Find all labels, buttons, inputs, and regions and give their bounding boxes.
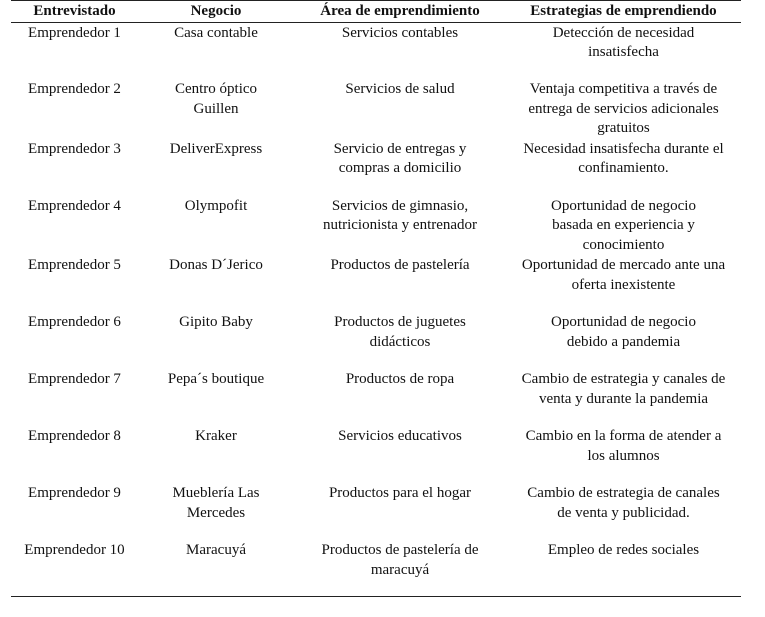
table-row xyxy=(11,483,741,540)
strategy-text: Oportunidad de mercado ante una oferta inexistente xyxy=(521,257,726,293)
cell-interviewee xyxy=(11,369,138,426)
cell-interviewee xyxy=(11,540,138,596)
area-text: Servicios contables xyxy=(341,24,459,41)
area-text: Servicios de salud xyxy=(345,81,455,97)
cell-strategy xyxy=(506,22,741,79)
interviewee-text: Emprendedor 9 xyxy=(28,485,121,501)
cell-strategy xyxy=(506,79,741,139)
cell-area xyxy=(294,196,506,256)
business-text: Centro óptico Guillen xyxy=(174,81,258,117)
cell-interviewee xyxy=(11,312,138,369)
cell-strategy xyxy=(506,369,741,426)
cell-area xyxy=(294,22,506,79)
cell-area xyxy=(294,426,506,483)
interviewee-text: Emprendedor 5 xyxy=(28,257,121,273)
cell-business xyxy=(138,255,294,312)
cell-area xyxy=(294,483,506,540)
cell-strategy xyxy=(506,312,741,369)
area-text: Servicio de entregas y compras a domicilio xyxy=(333,140,467,176)
business-text: Donas D´Jerico xyxy=(169,257,263,273)
interviewee-text: Emprendedor 6 xyxy=(28,314,121,330)
strategy-text: Ventaja competitiva a través de entrega de servicios adicionales gratuitos xyxy=(528,81,719,136)
interviewee-text: Emprendedor 4 xyxy=(28,197,121,214)
cell-business xyxy=(138,22,294,79)
entrepreneurs-table xyxy=(11,0,741,597)
cell-interviewee xyxy=(11,196,138,256)
strategy-text: Cambio de estrategia y canales de venta y durante la pandemia xyxy=(521,371,726,407)
table-row xyxy=(11,79,741,139)
table-row xyxy=(11,22,741,79)
cell-interviewee xyxy=(11,426,138,483)
area-text: Productos de ropa xyxy=(345,371,455,387)
cell-strategy xyxy=(506,426,741,483)
interviewee-text: Emprendedor 7 xyxy=(28,371,121,387)
strategy-text: Empleo de redes sociales xyxy=(547,542,700,558)
interviewee-text: Emprendedor 2 xyxy=(28,81,121,97)
cell-interviewee xyxy=(11,139,138,196)
business-text: Maracuyá xyxy=(186,542,246,558)
cell-strategy xyxy=(506,255,741,312)
strategy-text: Necesidad insatisfecha durante el confinamiento. xyxy=(523,140,724,176)
strategy-text: Cambio en la forma de atender a los alumnos xyxy=(525,428,722,464)
business-text: DeliverExpress xyxy=(169,140,263,157)
cell-strategy xyxy=(506,483,741,540)
area-text: Productos para el hogar xyxy=(328,485,472,501)
table-header xyxy=(11,1,741,23)
strategy-text: Oportunidad de negocio basada en experiencia y conocimiento xyxy=(551,197,696,253)
interviewee-text: Emprendedor 8 xyxy=(28,428,121,444)
cell-business xyxy=(138,139,294,196)
business-text: Mueblería Las Mercedes xyxy=(172,485,260,521)
business-text: Gipito Baby xyxy=(179,314,253,330)
area-text: Servicios de gimnasio, nutricionista y entrenador xyxy=(322,197,478,233)
cell-strategy xyxy=(506,139,741,196)
table-row xyxy=(11,139,741,196)
header-business: Negocio xyxy=(138,1,294,23)
interviewee-text: Emprendedor 10 xyxy=(24,542,125,558)
cell-area xyxy=(294,312,506,369)
area-text: Servicios educativos xyxy=(338,428,462,444)
cell-area xyxy=(294,369,506,426)
cell-interviewee xyxy=(11,22,138,79)
interviewee-text: Emprendedor 3 xyxy=(28,140,121,157)
cell-interviewee xyxy=(11,255,138,312)
cell-strategy xyxy=(506,540,741,596)
interviewee-text: Emprendedor 1 xyxy=(28,24,121,41)
cell-business xyxy=(138,79,294,139)
area-text: Productos de juguetes didácticos xyxy=(334,314,466,350)
cell-area xyxy=(294,255,506,312)
cell-interviewee xyxy=(11,79,138,139)
cell-business xyxy=(138,540,294,596)
cell-business xyxy=(138,312,294,369)
header-area: Área de emprendimiento xyxy=(294,1,506,23)
table-row xyxy=(11,369,741,426)
table-row xyxy=(11,426,741,483)
cell-area xyxy=(294,540,506,596)
strategy-text: Detección de necesidad insatisfecha xyxy=(552,24,695,60)
table-row xyxy=(11,255,741,312)
cell-area xyxy=(294,79,506,139)
cell-strategy xyxy=(506,196,741,256)
cell-interviewee xyxy=(11,483,138,540)
business-text: Kraker xyxy=(195,428,237,444)
strategy-text: Cambio de estrategia de canales de venta y publicidad. xyxy=(527,485,720,521)
table-row xyxy=(11,312,741,369)
header-strategy: Estrategias de emprendiendo xyxy=(506,1,741,23)
cell-area xyxy=(294,139,506,196)
table-row xyxy=(11,196,741,256)
area-text: Productos de pastelería de maracuyá xyxy=(321,542,479,578)
cell-business xyxy=(138,483,294,540)
cell-business xyxy=(138,426,294,483)
table-row xyxy=(11,540,741,596)
business-text: Pepa´s boutique xyxy=(167,371,265,387)
business-text: Casa contable xyxy=(174,24,258,41)
table-body xyxy=(11,22,741,596)
header-row xyxy=(11,1,741,23)
header-interviewee: Entrevistado xyxy=(11,1,138,23)
business-text: Olympofit xyxy=(184,197,248,214)
area-text: Productos de pastelería xyxy=(330,257,470,273)
cell-business xyxy=(138,369,294,426)
strategy-text: Oportunidad de negocio debido a pandemia xyxy=(551,314,696,350)
cell-business xyxy=(138,196,294,256)
